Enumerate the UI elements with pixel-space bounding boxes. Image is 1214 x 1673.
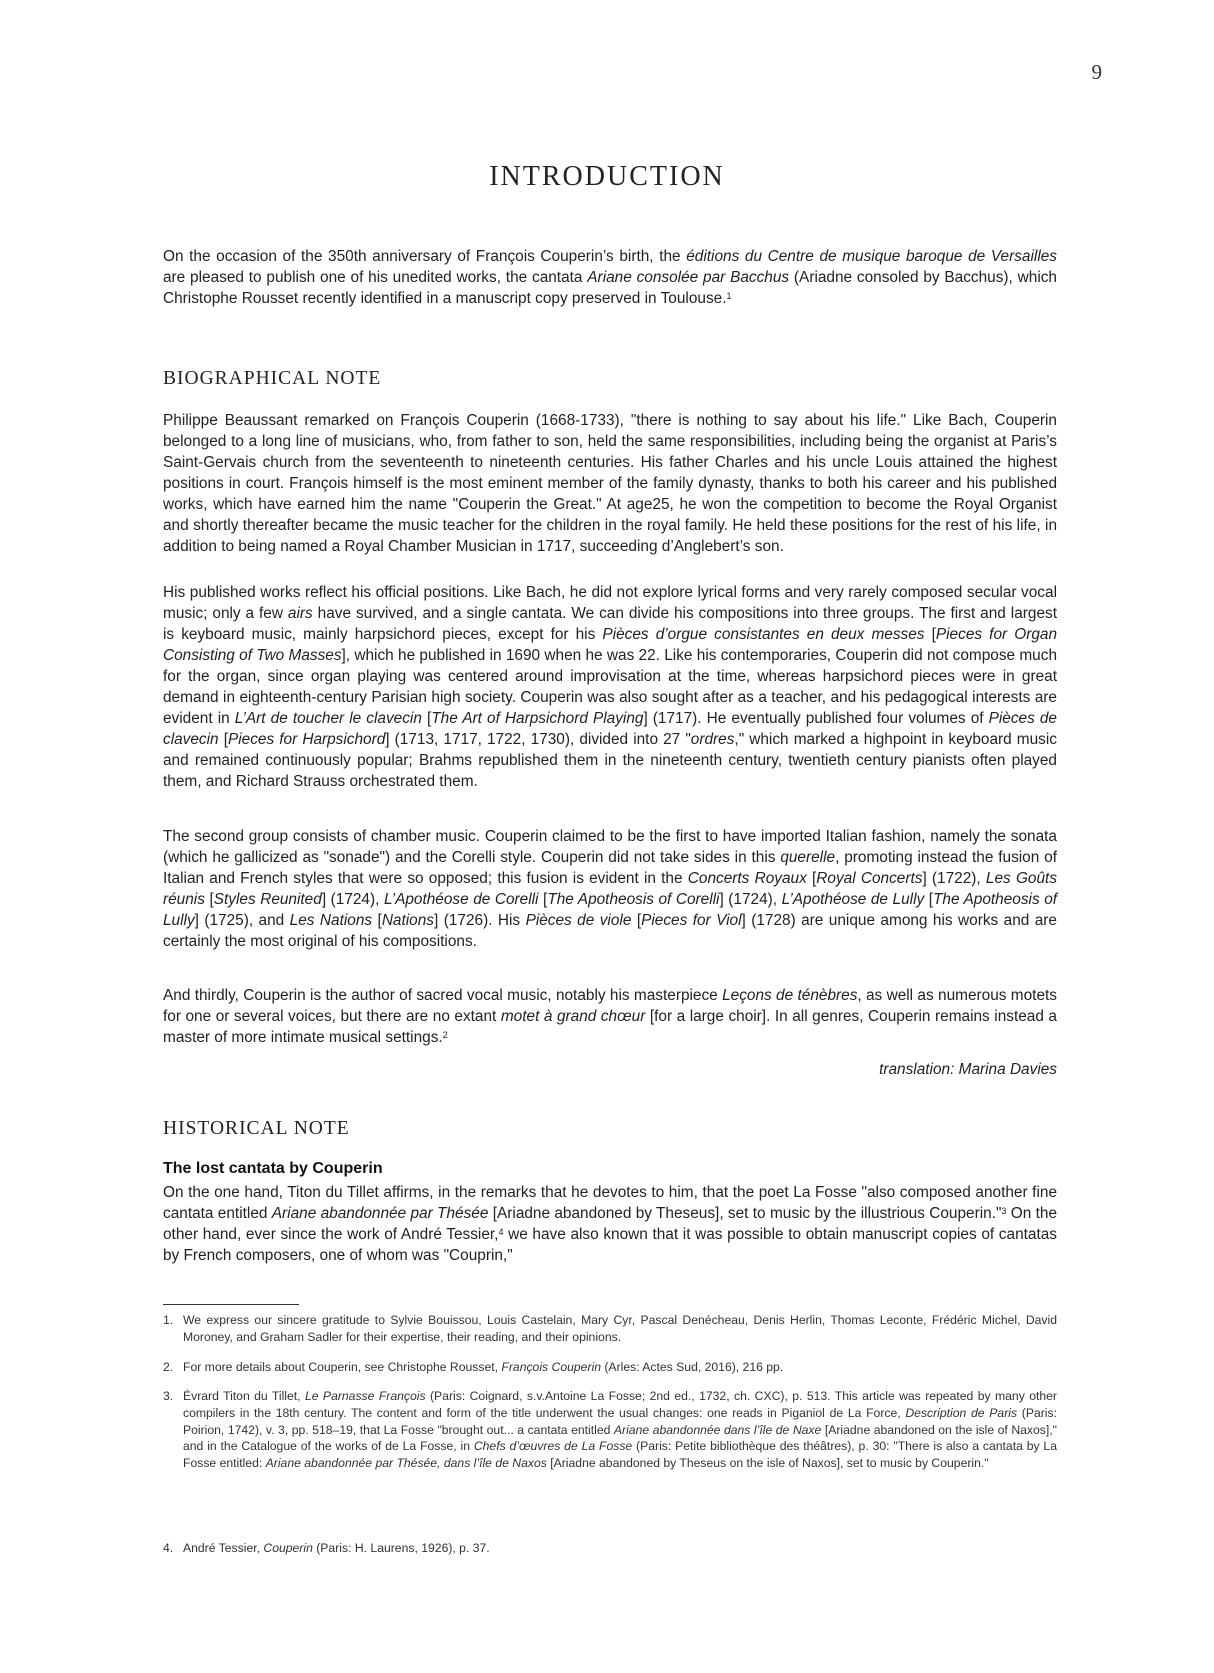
footnote-ref[interactable]: 1 — [726, 291, 732, 301]
subsection-heading: The lost cantata by Couperin — [163, 1160, 383, 1177]
bio-paragraph-3: The second group consists of chamber music. Couperin claimed to be the first to have imported Italian fashion, namely the sonata (which he gallicized as "sonade") and the Corelli style. Couperin did not take sides in this querelle, promoting instead the fusion of Italian and French styles that were so opposed; this fusion is evident in the Concerts Royaux [Royal Concerts] (1722), Les Goûts réunis [Styles Reunited] (1724), L’Apothéose de Corelli [The Apotheosis of Corelli] (1724), L’Apothéose de Lully [The Apotheosis of Lully] (1725), and Les Nations [Nations] (1726). His Pièces de viole [Pieces for Viol] (1728) are unique among his works and are certainly the most original of his compositions. — [163, 828, 1058, 950]
section-heading-biographical-note: BIOGRAPHICAL NOTE — [163, 368, 382, 389]
footnote-number: 1. — [163, 1313, 174, 1327]
footnote-text: André Tessier, Couperin (Paris: H. Laurens, 1926), p. 37. — [183, 1541, 490, 1555]
footnote-ref[interactable]: 4 — [498, 1227, 504, 1237]
footnote-4 — [163, 1540, 1057, 1557]
footnote-text: For more details about Couperin, see Christophe Rousset, François Couperin (Arles: Actes Sud, 2016), 216 pp. — [183, 1360, 784, 1374]
intro-paragraph: On the occasion of the 350th anniversary of François Couperin’s birth, the éditions du Centre de musique baroque de Versailles are pleased to publish one of his unedited works, the cantata Ariane consolée par Bacchus (Ariadne consoled by Bacchus), which Christophe Rousset recently identified in a manuscript copy preserved in Toulouse.$^1$ — [163, 248, 1057, 307]
footnote-number: 2. — [163, 1360, 174, 1374]
bio-paragraph-4: And thirdly, Couperin is the author of sacred vocal music, notably his masterpiece Leçons de ténèbres, as well as numerous motets for one or several voices, but there are no extant motet à grand chœur [for a large choir]. In all genres, Couperin remains instead a master of more intimate musical settings.$^2$ — [163, 987, 1057, 1046]
footnote-number: 3. — [163, 1389, 174, 1403]
section-heading-historical-note: HISTORICAL NOTE — [163, 1118, 350, 1139]
translation-credit: translation: Marina Davies — [879, 1061, 1057, 1078]
footnote-divider — [163, 1304, 299, 1305]
hist-paragraph-1: On the one hand, Titon du Tillet affirms, in the remarks that he devotes to him, that the poet La Fosse "also composed another fine cantata entitled Ariane abandonnée par Thésée [Ariadne abandoned by Theseus], set to music by the illustrious Couperin."$^3$ On the other hand, ever since the work of André Tessier,$^4$ we have also known that it was possible to obtain manuscript copies of cantatas by French composers, one of whom was "Couprin," — [163, 1184, 1058, 1264]
footnote-ref[interactable]: 3 — [1001, 1206, 1007, 1216]
footnote-text: Évrard Titon du Tillet, Le Parnasse François (Paris: Coignard, s.v.Antoine La Fosse; 2nd ed., 1732, ch. CXC), p. 513. This article was repeated by many other compilers in the 18th century. The content and form of the title underwent the usual changes: one reads in Piganiol de La Force, Description de Paris (Paris: Poirion, 1742), v. 3, pp. 518–19, that La Fosse "brought out... a cantata entitled Ariane abandonnée dans l’île de Naxe [Ariadne abandoned on the isle of Naxos]," and in the Catalogue of the works of de La Fosse, in Chefs d’œuvres de La Fosse (Paris: Petite bibliothèque des théâtres), p. 30: "There is also a cantata by La Fosse entitled: Ariane abandonnée par Thésée, dans l’île de Naxos [Ariadne abandoned by Theseus on the isle of Naxos], set to music by Couperin." — [183, 1389, 1057, 1471]
footnote-ref[interactable]: 2 — [442, 1030, 448, 1040]
footnote-1 — [163, 1312, 1057, 1346]
footnote-2 — [163, 1359, 1057, 1376]
page-title: INTRODUCTION — [489, 161, 725, 192]
footnote-3 — [163, 1388, 1057, 1472]
bio-paragraph-1: Philippe Beaussant remarked on François Couperin (1668-1733), "there is nothing to say about his life." Like Bach, Couperin belonged to a long line of musicians, who, from father to son, held the same responsibilities, including being the organist at Paris’s Saint-Gervais church from the seventeenth to nineteenth centuries. His father Charles and his uncle Louis attained the highest positions in court. François himself is the most eminent member of the family dynasty, thanks to both his career and his published works, which have earned him the name "Couperin the Great." At age25, he won the competition to become the Royal Organist and shortly thereafter became the music teacher for the children in the royal family. He held these positions for the rest of his life, in addition to being named a Royal Chamber Musician in 1717, succeeding d’Anglebert’s son. — [163, 412, 1057, 555]
page-number: 9 — [1091, 60, 1102, 84]
bio-paragraph-2: His published works reflect his official positions. Like Bach, he did not explore lyrical forms and very rarely composed secular vocal music; only a few airs have survived, and a single cantata. We can divide his compositions into three groups. The first and largest is keyboard music, mainly harpsichord pieces, except for his Pièces d’orgue consistantes en deux messes [Pieces for Organ Consisting of Two Masses], which he published in 1690 when he was 22. Like his contemporaries, Couperin did not compose much for the organ, since organ playing was centered around improvisation at the time, whereas harpsichord pieces were in great demand in eighteenth-century Parisian high society. Couperin was also sought after as a teacher, and his pedagogical interests are evident in L’Art de toucher le clavecin [The Art of Harpsichord Playing] (1717). He eventually published four volumes of Pièces de clavecin [Pieces for Harpsichord] (1713, 1717, 1722, 1730), divided into 27 "ordres," which marked a highpoint in keyboard music and remained continuously popular; Brahms republished them in the nineteenth century, twentieth century pianists often played them, and Richard Strauss orchestrated them. — [163, 584, 1057, 790]
footnote-number: 4. — [163, 1541, 174, 1555]
footnote-text: We express our sincere gratitude to Sylvie Bouissou, Louis Castelain, Mary Cyr, Pascal Denécheau, Denis Herlin, Thomas Leconte, Frédéric Michel, David Moroney, and Graham Sadler for their expertise, their reading, and their opinions. — [183, 1313, 1057, 1344]
